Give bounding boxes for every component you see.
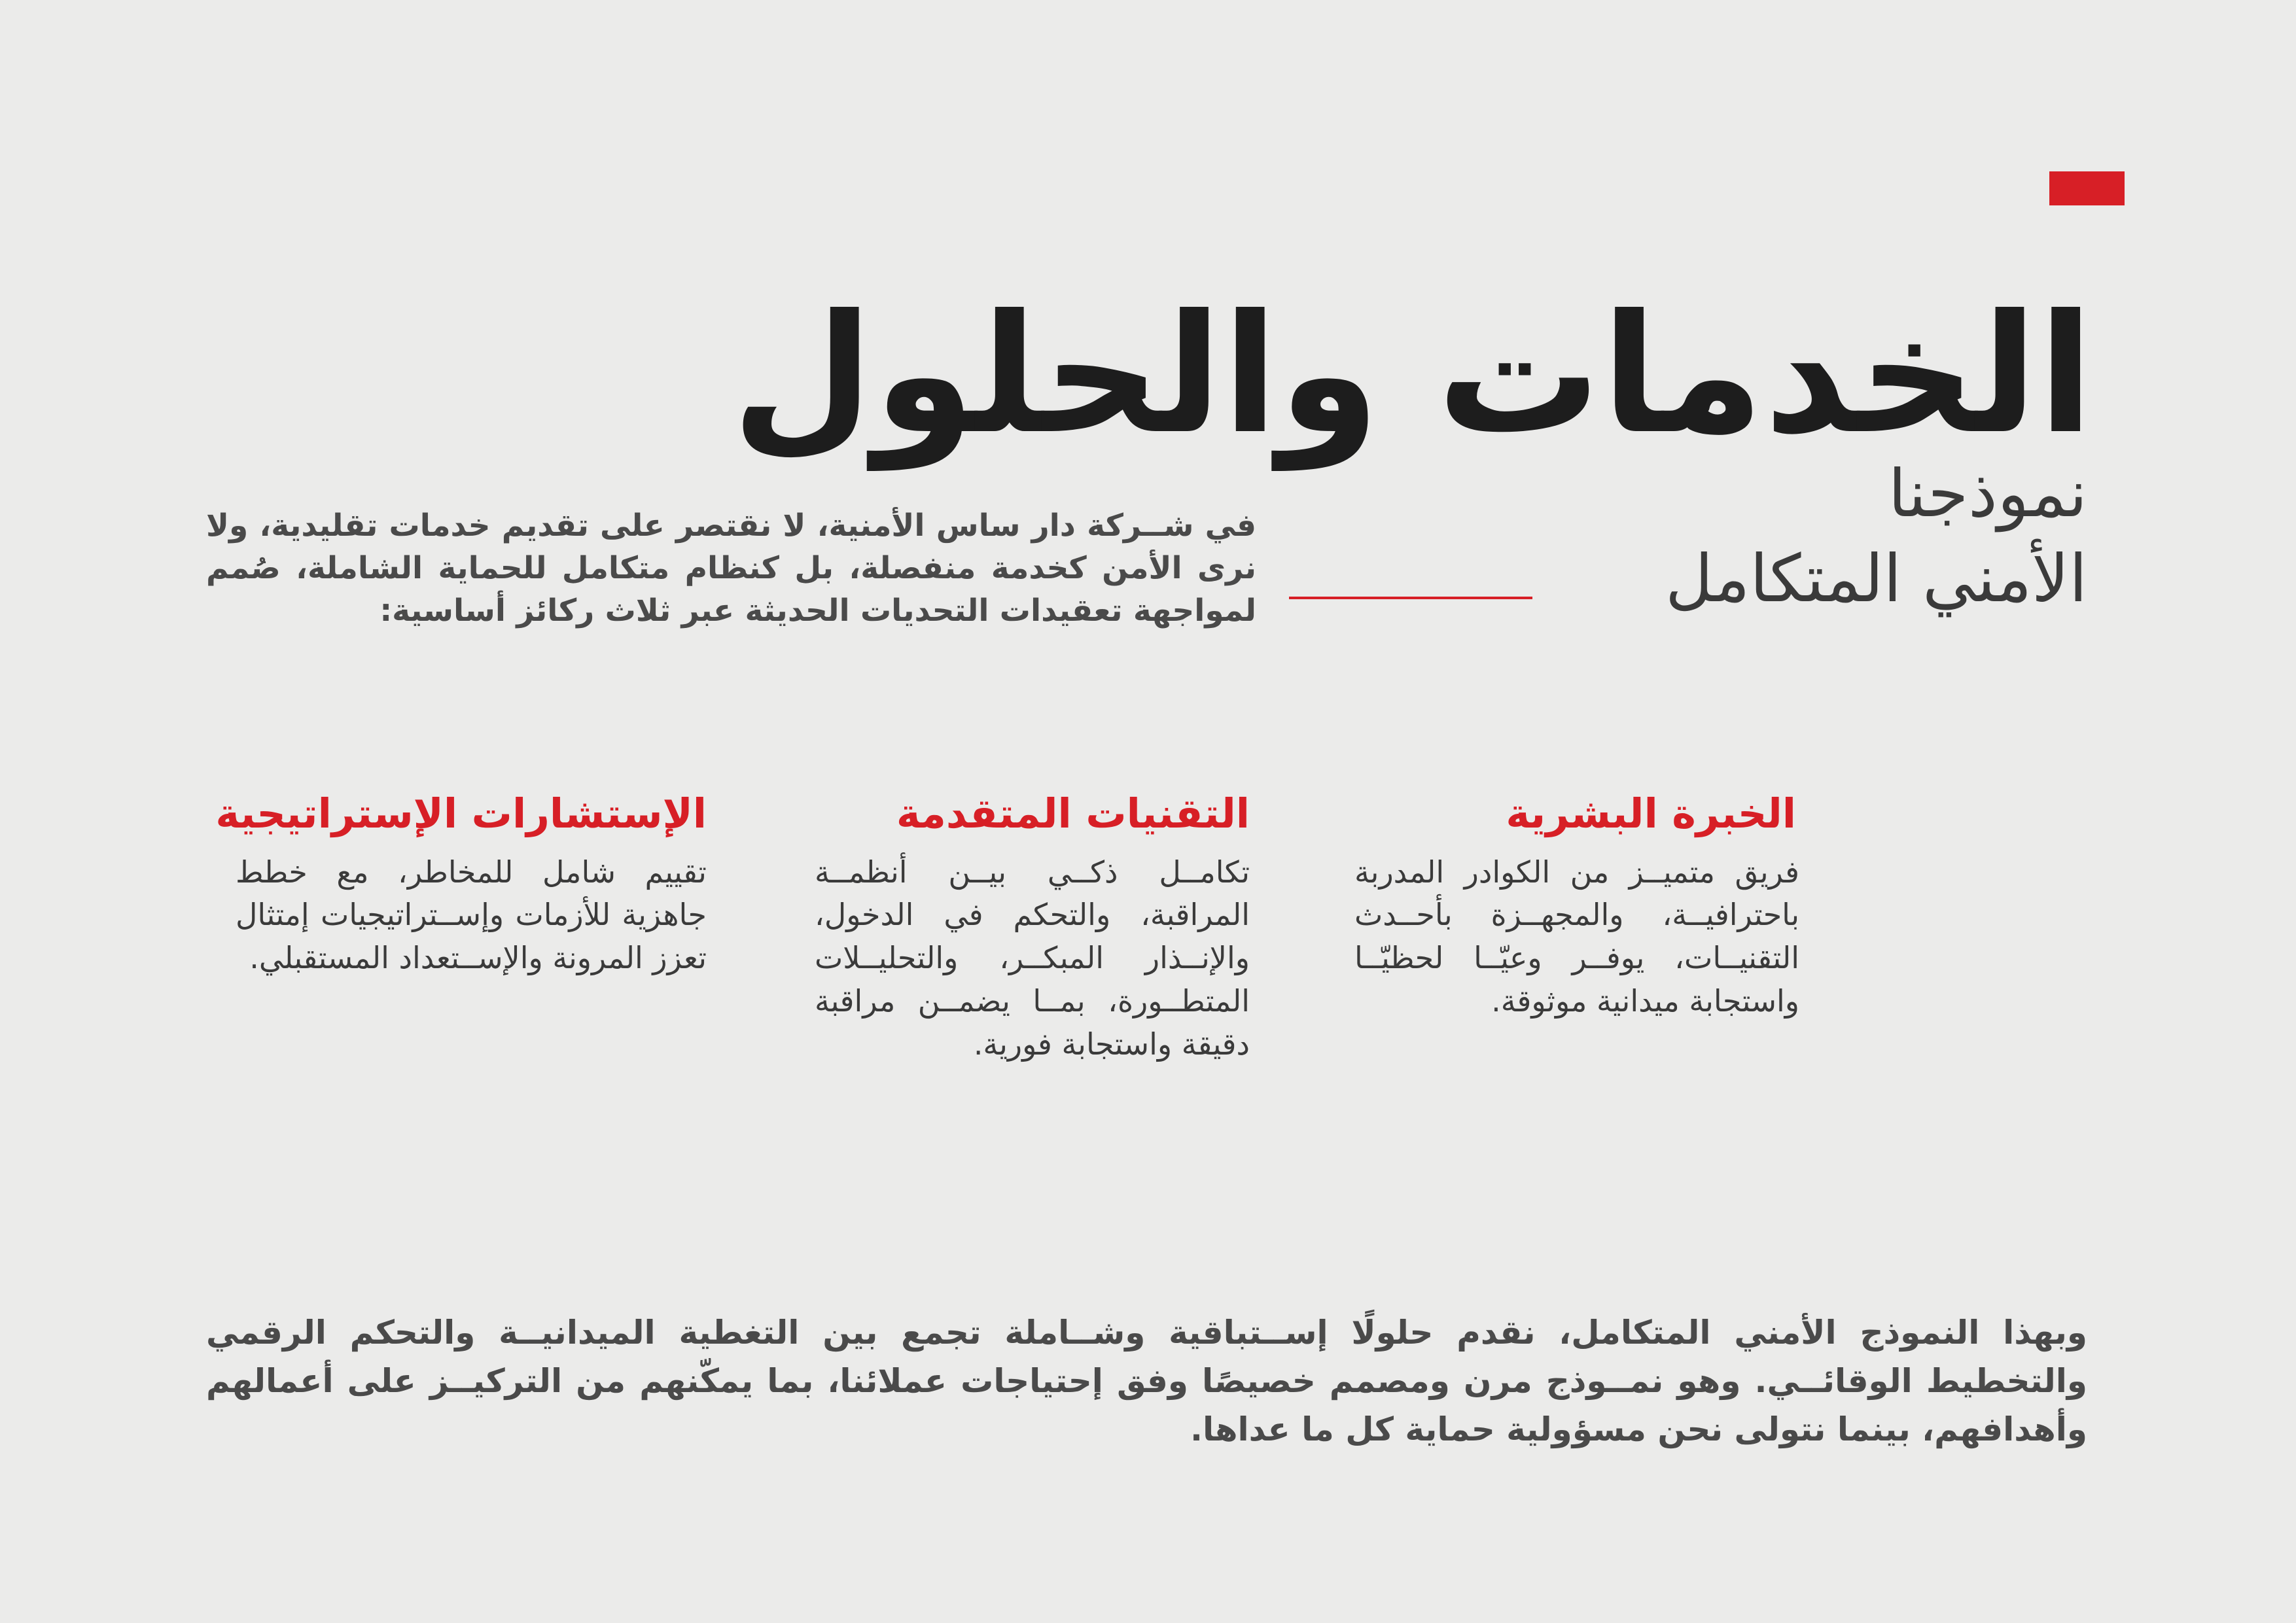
pillar-title: الخبرة البشرية — [1506, 790, 1796, 837]
heading-line-1: نموذجنا — [1888, 455, 2087, 532]
page-title: الخدمات والحلول — [732, 279, 2094, 470]
pillar-human-expertise — [1354, 788, 1799, 1023]
title-accent-bar — [2049, 171, 2125, 205]
integrated-model-heading — [1505, 451, 2087, 621]
heading-line-2: الأمني المتكامل — [1665, 540, 2087, 617]
pillar-title: الإستشارات الإستراتيجية — [215, 790, 707, 837]
closing-paragraph: وبهذا النموذج الأمني المتكامل، نقدم حلولًا إســتباقية وشــاملة تجمع بين التغطية الميدانيــة والتحكم الرقمي والتخطيط الوقائــي. وهو نمــوذج مرن ومصمم خصيصًا وفق إحتياجات عملائنا، بما يمكّنهم من التركيــز على أعمالهم وأهدافهم، بينما نتولى نحن مسؤولية حماية كل ما عداها. — [206, 1314, 2087, 1448]
pillar-description: تكامــل ذكــي بيــن أنظمــة المراقبة، والتحكم في الدخول، والإنــذار المبكــر، والتحليــلات المتطــورة، بمــا يضمــن مراقبة دقيقة واستجابة فورية. — [815, 854, 1250, 1062]
pillar-strategic-consulting — [215, 788, 707, 980]
pillar-description: تقييم شامل للمخاطر، مع خطط جاهزية للأزمات وإســتراتيجيات إمتثال تعزز المرونة والإســتعداد المستقبلي. — [236, 854, 707, 976]
pillar-advanced-technologies — [815, 788, 1250, 1066]
pillar-title: التقنيات المتقدمة — [896, 790, 1250, 837]
intro-paragraph: في شــركة دار ساس الأمنية، لا نقتصر على تقديم خدمات تقليدية، ولا نرى الأمن كخدمة منفصلة، بل كنظام متكامل للحماية الشاملة، صُمم لمواجهة تعقيدات التحديات الحديثة عبر ثلاث ركائز أساسية: — [206, 508, 1256, 629]
pillar-description: فريق متميــز من الكوادر المدربة باحترافيــة، والمجهــزة بأحــدث التقنيــات، يوفــر وعيّــا لحظيّــا واستجابة ميدانية موثوقة. — [1354, 854, 1799, 1019]
heading-divider — [1289, 597, 1532, 599]
